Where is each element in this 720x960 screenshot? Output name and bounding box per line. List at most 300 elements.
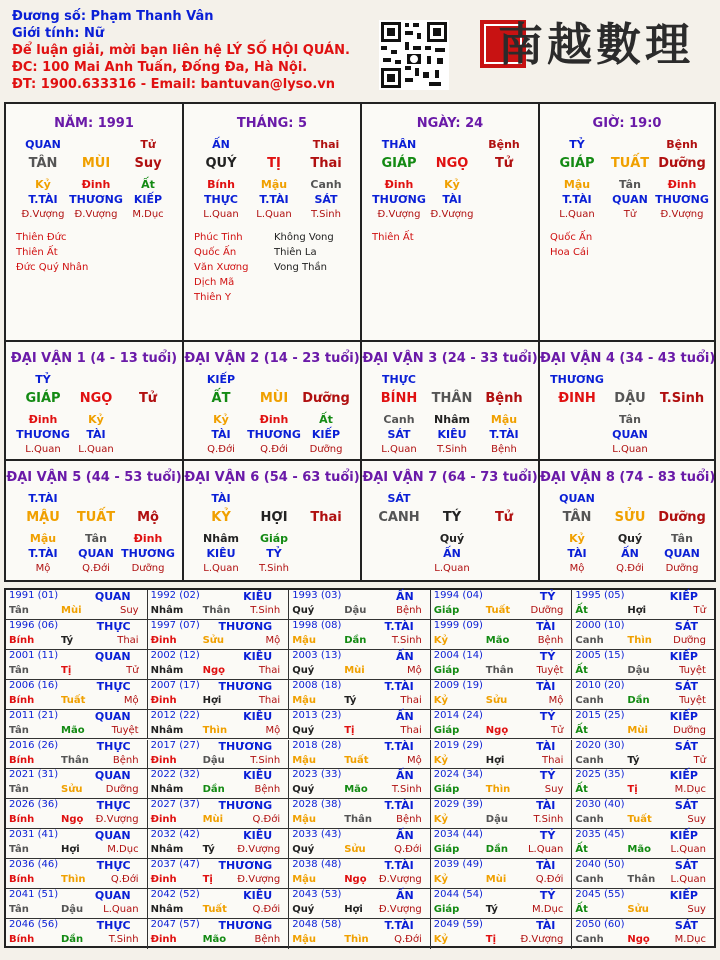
hidden-ten-god: TÀI	[442, 193, 462, 206]
year-branch: Ngọ	[485, 724, 509, 736]
year-branch: Tị	[627, 784, 638, 796]
year-ten-god: ẤN	[396, 769, 414, 783]
year-cell	[6, 859, 148, 889]
star-label: Thiên Ất	[16, 247, 58, 258]
year-cell	[6, 590, 148, 620]
year-stage: T.Sinh	[250, 754, 281, 766]
year-branch: Mão	[61, 724, 85, 736]
year-ten-god: ẤN	[396, 590, 414, 603]
year-cell	[148, 710, 290, 740]
year-cell	[572, 710, 714, 740]
year-stage: Suy	[544, 784, 564, 796]
stem-branch: Thai	[310, 156, 342, 171]
year-cell	[431, 650, 573, 680]
year-label: 2029 (39)	[433, 799, 483, 811]
year-stem: Quý	[292, 664, 315, 676]
year-branch: Sửu	[344, 844, 366, 856]
year-branch: Tị	[344, 724, 355, 736]
year-stage: Tử	[126, 664, 139, 676]
year-cell	[572, 590, 714, 620]
year-stage: Mộ	[265, 634, 281, 646]
life-stage: T.Sinh	[259, 563, 289, 574]
year-cell	[572, 650, 714, 680]
year-ten-god: T.TÀI	[384, 859, 414, 873]
dai-van-title: ĐẠI VẬN 3 (24 - 33 tuổi)	[362, 351, 538, 366]
year-label: 1996 (06)	[9, 619, 59, 631]
year-cell	[572, 740, 714, 770]
stem-branch: T.Sinh	[659, 391, 705, 406]
year-label: 2010 (20)	[575, 679, 625, 691]
life-stage: Đ.Vượng	[660, 209, 704, 220]
hidden-ten-god: ẤN	[443, 547, 461, 560]
ten-god-label: KIẾP	[206, 373, 236, 386]
star-label: Văn Xương	[194, 262, 249, 273]
year-stage: Bệnh	[396, 814, 422, 826]
pillar-cell	[540, 104, 714, 342]
year-stage: Tử	[550, 724, 564, 736]
year-stem: Bính	[9, 634, 35, 646]
year-branch: Sửu	[202, 634, 225, 646]
year-cell	[148, 889, 290, 919]
year-branch: Tị	[485, 933, 497, 945]
year-ten-god: THƯƠNG	[218, 799, 273, 813]
year-branch: Ngọ	[202, 664, 225, 676]
year-ten-god: TÀI	[536, 859, 556, 873]
year-cell	[289, 889, 431, 919]
year-stage: Mộ	[123, 694, 139, 706]
year-label: 2018 (28)	[292, 739, 342, 751]
ten-god-label: QUAN	[559, 492, 595, 505]
hidden-ten-god: KIÊU	[437, 428, 467, 441]
year-branch: Mão	[485, 634, 510, 646]
year-label: 2034 (44)	[433, 829, 483, 841]
life-stage: Dưỡng	[309, 444, 343, 455]
year-branch: Tuất	[627, 814, 652, 826]
year-cell	[289, 710, 431, 740]
year-stage: Q.Đới	[110, 874, 139, 886]
ten-god-label: TÀI	[211, 492, 231, 505]
year-stage: Thai	[117, 634, 139, 646]
star-label: Thiên La	[274, 247, 317, 258]
year-stem: Nhâm	[150, 605, 184, 616]
dai-van-cell	[362, 342, 540, 461]
year-stem: Quý	[292, 784, 315, 796]
year-ten-god: KIÊU	[243, 649, 273, 663]
year-branch: Mùi	[485, 874, 507, 886]
hidden-stem: Tân	[619, 413, 641, 426]
year-cell	[148, 769, 290, 799]
year-stem: Quý	[292, 904, 315, 915]
hidden-stem: Giáp	[259, 532, 289, 545]
hidden-stem: Bính	[207, 178, 235, 191]
year-stem: Giáp	[433, 724, 460, 736]
dai-van-title: ĐẠI VẬN 1 (4 - 13 tuổi)	[10, 351, 178, 366]
year-branch: Tý	[627, 754, 640, 766]
year-branch: Mão	[627, 844, 651, 856]
life-stage: Đ.Vượng	[430, 209, 474, 220]
year-label: 2035 (45)	[575, 829, 625, 841]
year-branch: Thân	[344, 814, 372, 826]
year-cell	[572, 620, 714, 650]
year-ten-god: TÀI	[536, 918, 556, 932]
pillar-title: THÁNG: 5	[236, 116, 308, 131]
year-ten-god: KIẾP	[669, 889, 698, 902]
life-stage: M.Dục	[132, 209, 164, 220]
year-branch: Tuất	[344, 754, 369, 766]
year-ten-god: TỶ	[539, 649, 556, 663]
year-label: 2019 (29)	[433, 739, 483, 751]
year-label: 2025 (35)	[575, 769, 625, 781]
year-ten-god: TÀI	[536, 619, 556, 633]
year-branch: Tuất	[485, 605, 511, 616]
stem-branch: TUẤT	[76, 510, 116, 525]
contact-invite: Để luận giải, mời bạn liên hệ LÝ SỐ HỘI QUÁN.	[12, 43, 350, 58]
year-ten-god: KIÊU	[243, 709, 273, 723]
year-label: 2006 (16)	[9, 679, 59, 691]
stem-branch: ĐINH	[558, 391, 596, 406]
ten-god-label: TỶ	[569, 138, 585, 151]
stem-branch: TÝ	[442, 510, 462, 525]
year-label: 2041 (51)	[9, 889, 59, 900]
four-pillars-grid	[4, 102, 716, 582]
year-branch: Mùi	[344, 664, 365, 676]
star-label: Thiên Y	[194, 292, 232, 303]
year-stem: Đinh	[150, 814, 177, 826]
stem-branch: Dưỡng	[302, 391, 350, 406]
year-branch: Thìn	[485, 784, 511, 796]
year-label: 2042 (52)	[150, 889, 200, 900]
pillar-cell	[6, 104, 184, 342]
year-stem: Quý	[292, 724, 315, 736]
year-ten-god: THỰC	[96, 679, 131, 693]
life-stage: Q.Đới	[260, 444, 288, 455]
year-stem: Ất	[575, 724, 588, 736]
year-cell	[6, 889, 148, 919]
hidden-ten-god: SÁT	[387, 428, 411, 441]
year-stage: Thai	[400, 724, 422, 736]
stem-branch: THÂN	[431, 391, 473, 406]
year-label: 2023 (33)	[292, 769, 342, 781]
hidden-stem: Mậu	[260, 178, 288, 191]
year-branch: Thân	[202, 605, 231, 616]
year-stage: Suy	[687, 904, 706, 915]
year-label: 2020 (30)	[575, 739, 625, 751]
year-stage: T.Sinh	[108, 933, 139, 945]
year-label: 2037 (47)	[150, 859, 200, 871]
year-stem: Mậu	[292, 874, 317, 886]
year-stage: M.Dục	[532, 904, 564, 915]
star-label: Không Vong	[274, 232, 334, 243]
year-label: 2049 (59)	[433, 918, 483, 930]
year-stage: Dưỡng	[673, 634, 706, 646]
hidden-stem: Đinh	[81, 178, 111, 191]
year-cell	[6, 650, 148, 680]
hidden-stem: Nhâm	[203, 532, 239, 545]
year-cell	[148, 829, 290, 859]
star-label: Quốc Ấn	[550, 232, 593, 243]
year-stem: Canh	[575, 754, 604, 766]
year-ten-god: SÁT	[674, 679, 698, 693]
year-stage: Q.Đới	[394, 844, 422, 856]
hidden-ten-god: QUAN	[78, 547, 114, 560]
year-label: 2026 (36)	[9, 799, 59, 811]
year-cell	[289, 859, 431, 889]
year-branch: Sửu	[485, 694, 508, 706]
year-stem: Ất	[575, 844, 588, 856]
year-cell	[431, 710, 573, 740]
hidden-stem: Nhâm	[434, 413, 470, 426]
year-stage: L.Quan	[670, 874, 706, 886]
hidden-stem: Mậu	[563, 178, 591, 191]
year-branch: Dậu	[61, 904, 84, 915]
year-stage: L.Quan	[670, 844, 706, 856]
year-ten-god: KIÊU	[243, 590, 273, 603]
year-branch: Dần	[202, 784, 225, 796]
year-stem: Mậu	[292, 754, 317, 766]
hidden-ten-god: THỰC	[204, 193, 238, 206]
year-stem: Ất	[575, 605, 588, 616]
dai-van-cell	[362, 461, 540, 580]
year-stem: Tân	[9, 904, 29, 915]
life-stage: L.Quan	[203, 563, 239, 574]
star-label: Thiên Ất	[372, 232, 414, 243]
year-stage: Thai	[542, 754, 564, 766]
life-stage: T.Sinh	[437, 444, 467, 455]
year-ten-god: SÁT	[674, 859, 698, 873]
life-stage: Mộ	[569, 563, 585, 574]
year-stem: Đinh	[150, 694, 177, 706]
hidden-stem: Ất	[319, 413, 333, 426]
star-label: Hoa Cái	[550, 247, 589, 258]
hidden-stem: Canh	[383, 413, 415, 426]
year-branch: Dậu	[627, 664, 650, 676]
year-cell	[431, 799, 573, 829]
stem-branch: MẬU	[26, 510, 60, 525]
hidden-stem: Mậu	[490, 413, 518, 426]
year-label: 2027 (37)	[150, 799, 200, 811]
year-stage: Mộ	[407, 664, 422, 676]
stem-branch: KỶ	[211, 510, 231, 525]
pillar-cell	[362, 104, 540, 342]
year-label: 2032 (42)	[150, 829, 200, 841]
stem-branch: CANH	[378, 510, 420, 525]
year-stem: Kỷ	[433, 814, 449, 826]
year-label: 2030 (40)	[575, 799, 625, 811]
year-stage: Bệnh	[254, 784, 281, 796]
brand-logo	[498, 8, 694, 73]
hidden-ten-god: QUAN	[612, 428, 648, 441]
year-label: 2001 (11)	[9, 649, 59, 661]
year-ten-god: TỶ	[539, 590, 556, 603]
year-stage: M.Dục	[107, 844, 139, 856]
life-stage: L.Quan	[612, 444, 648, 455]
year-label: 2013 (23)	[292, 709, 342, 721]
year-stage: Bệnh	[396, 605, 422, 616]
year-cell	[431, 590, 573, 620]
star-label: Phúc Tinh	[194, 232, 243, 243]
stem-branch: Tử	[494, 510, 514, 525]
year-stage: Thai	[258, 664, 281, 676]
year-label: 1994 (04)	[433, 590, 483, 601]
owner-name: Đương số: Phạm Thanh Vân	[12, 9, 214, 24]
year-ten-god: T.TÀI	[384, 739, 414, 753]
year-ten-god: THỰC	[96, 619, 131, 633]
year-branch: Sửu	[61, 784, 83, 796]
ten-god-label: THƯƠNG	[550, 373, 604, 386]
year-stage: Đ.Vượng	[378, 904, 422, 915]
qr-code-icon[interactable]	[379, 20, 449, 90]
year-label: 1995 (05)	[575, 590, 625, 601]
year-stage: Q.Đới	[252, 904, 281, 915]
year-branch: Thìn	[202, 724, 228, 736]
year-stem: Đinh	[150, 933, 177, 945]
year-cell	[148, 590, 290, 620]
year-stem: Giáp	[433, 784, 460, 796]
year-stem: Nhâm	[150, 904, 184, 915]
year-label: 2043 (53)	[292, 889, 342, 900]
hidden-ten-god: KIẾP	[311, 428, 341, 441]
year-ten-god: QUAN	[94, 889, 131, 902]
year-stage: Đ.Vượng	[95, 814, 139, 826]
life-stage: Mộ	[35, 563, 51, 574]
year-branch: Tuất	[202, 904, 227, 915]
stem-branch: SỬU	[614, 510, 646, 525]
year-stage: L.Quan	[527, 844, 564, 856]
stem-branch: NGỌ	[79, 391, 113, 406]
pillar-cell	[184, 104, 362, 342]
year-ten-god: SÁT	[674, 619, 698, 633]
hidden-ten-god: QUAN	[664, 547, 700, 560]
stem-branch: MÙI	[259, 391, 289, 406]
year-cell	[148, 740, 290, 770]
year-ten-god: ẤN	[396, 829, 414, 843]
year-stage: Suy	[119, 605, 139, 616]
year-stem: Giáp	[433, 904, 460, 915]
year-ten-god: THƯƠNG	[218, 619, 273, 633]
year-stem: Đinh	[150, 634, 177, 646]
dai-van-cell	[6, 461, 184, 580]
year-stage: Đ.Vượng	[237, 874, 281, 886]
year-stem: Bính	[9, 933, 35, 945]
year-stem: Kỷ	[433, 933, 449, 945]
year-label: 2048 (58)	[292, 918, 342, 930]
year-label: 2036 (46)	[9, 859, 59, 871]
hidden-ten-god: THƯƠNG	[69, 193, 123, 206]
hidden-ten-god: THƯƠNG	[655, 193, 709, 206]
year-stage: T.Sinh	[391, 784, 422, 796]
stem-branch: Dưỡng	[658, 510, 706, 525]
life-stage: Bệnh	[491, 444, 517, 455]
year-cell	[6, 620, 148, 650]
year-label: 2047 (57)	[150, 918, 200, 930]
year-stage: Mộ	[265, 724, 281, 736]
contact-phone-email[interactable]: ĐT: 1900.633316 - Email: bantuvan@lyso.vn	[12, 77, 336, 92]
ten-god-label: THỰC	[382, 373, 416, 386]
year-stage: Q.Đới	[252, 814, 281, 826]
life-stage: L.Quan	[256, 209, 292, 220]
year-cell	[431, 680, 573, 710]
year-cell	[6, 710, 148, 740]
year-label: 2004 (14)	[433, 649, 483, 661]
year-label: 2000 (10)	[575, 619, 625, 631]
year-stem: Kỷ	[433, 874, 449, 886]
year-ten-god: SÁT	[674, 799, 698, 813]
ten-god-label: THÂN	[381, 138, 417, 151]
ten-god-label: QUAN	[25, 138, 61, 151]
year-ten-god: KIẾP	[669, 769, 698, 783]
year-cell	[572, 859, 714, 889]
hidden-stem: Kỷ	[35, 178, 51, 191]
hidden-stem: Quý	[439, 532, 465, 545]
hidden-stem: Kỷ	[569, 532, 585, 545]
year-cell	[289, 650, 431, 680]
stem-branch: ẤT	[211, 391, 231, 406]
ten-god-label: Tử	[140, 138, 156, 151]
stem-branch: Suy	[134, 156, 162, 171]
year-ten-god: QUAN	[94, 709, 131, 723]
year-branch: Thân	[627, 874, 656, 886]
year-stage: Mộ	[407, 754, 422, 766]
year-ten-god: QUAN	[94, 649, 131, 663]
year-stem: Canh	[575, 933, 604, 945]
stem-branch: TỊ	[267, 156, 281, 171]
hidden-ten-god: T.TÀI	[28, 547, 58, 560]
year-ten-god: KIÊU	[243, 829, 273, 843]
year-label: 2011 (21)	[9, 709, 59, 721]
year-branch: Mùi	[202, 814, 224, 826]
year-branch: Thìn	[61, 874, 86, 886]
year-branch: Dần	[344, 634, 367, 646]
year-ten-god: TÀI	[536, 739, 556, 753]
year-branch: Thìn	[344, 933, 369, 945]
stem-branch: DẬU	[614, 391, 646, 406]
year-label: 2039 (49)	[433, 859, 483, 871]
year-branch: Dần	[627, 694, 650, 706]
year-stage: Dưỡng	[530, 605, 564, 616]
life-stage: Đ.Vượng	[74, 209, 118, 220]
year-label: 2040 (50)	[575, 859, 625, 871]
year-stage: Đ.Vượng	[520, 933, 564, 945]
year-stem: Kỷ	[433, 694, 449, 706]
year-branch: Hợi	[344, 904, 363, 915]
hidden-ten-god: SÁT	[314, 193, 338, 206]
year-branch: Hợi	[61, 844, 80, 856]
year-stem: Bính	[9, 814, 35, 826]
year-cell	[431, 829, 573, 859]
year-stage: Q.Đới	[394, 933, 422, 945]
year-label: 2046 (56)	[9, 918, 59, 930]
year-cell	[572, 799, 714, 829]
year-branch: Mão	[202, 933, 227, 945]
year-cell	[289, 919, 431, 949]
year-stage: M.Dục	[674, 933, 706, 945]
year-ten-god: KIẾP	[669, 649, 698, 663]
hidden-stem: Đinh	[28, 413, 58, 426]
year-cell	[431, 769, 573, 799]
year-label: 2024 (34)	[433, 769, 483, 781]
hidden-ten-god: QUAN	[612, 193, 648, 206]
star-label: Dịch Mã	[194, 277, 235, 288]
stem-branch: MÙI	[81, 156, 111, 171]
year-stage: T.Sinh	[391, 634, 422, 646]
hidden-stem: Ất	[141, 178, 155, 191]
year-label: 2017 (27)	[150, 739, 200, 751]
year-stem: Nhâm	[150, 664, 184, 676]
year-cell	[572, 680, 714, 710]
year-cell	[431, 620, 573, 650]
year-stem: Nhâm	[150, 784, 184, 796]
year-branch: Thân	[61, 754, 89, 766]
